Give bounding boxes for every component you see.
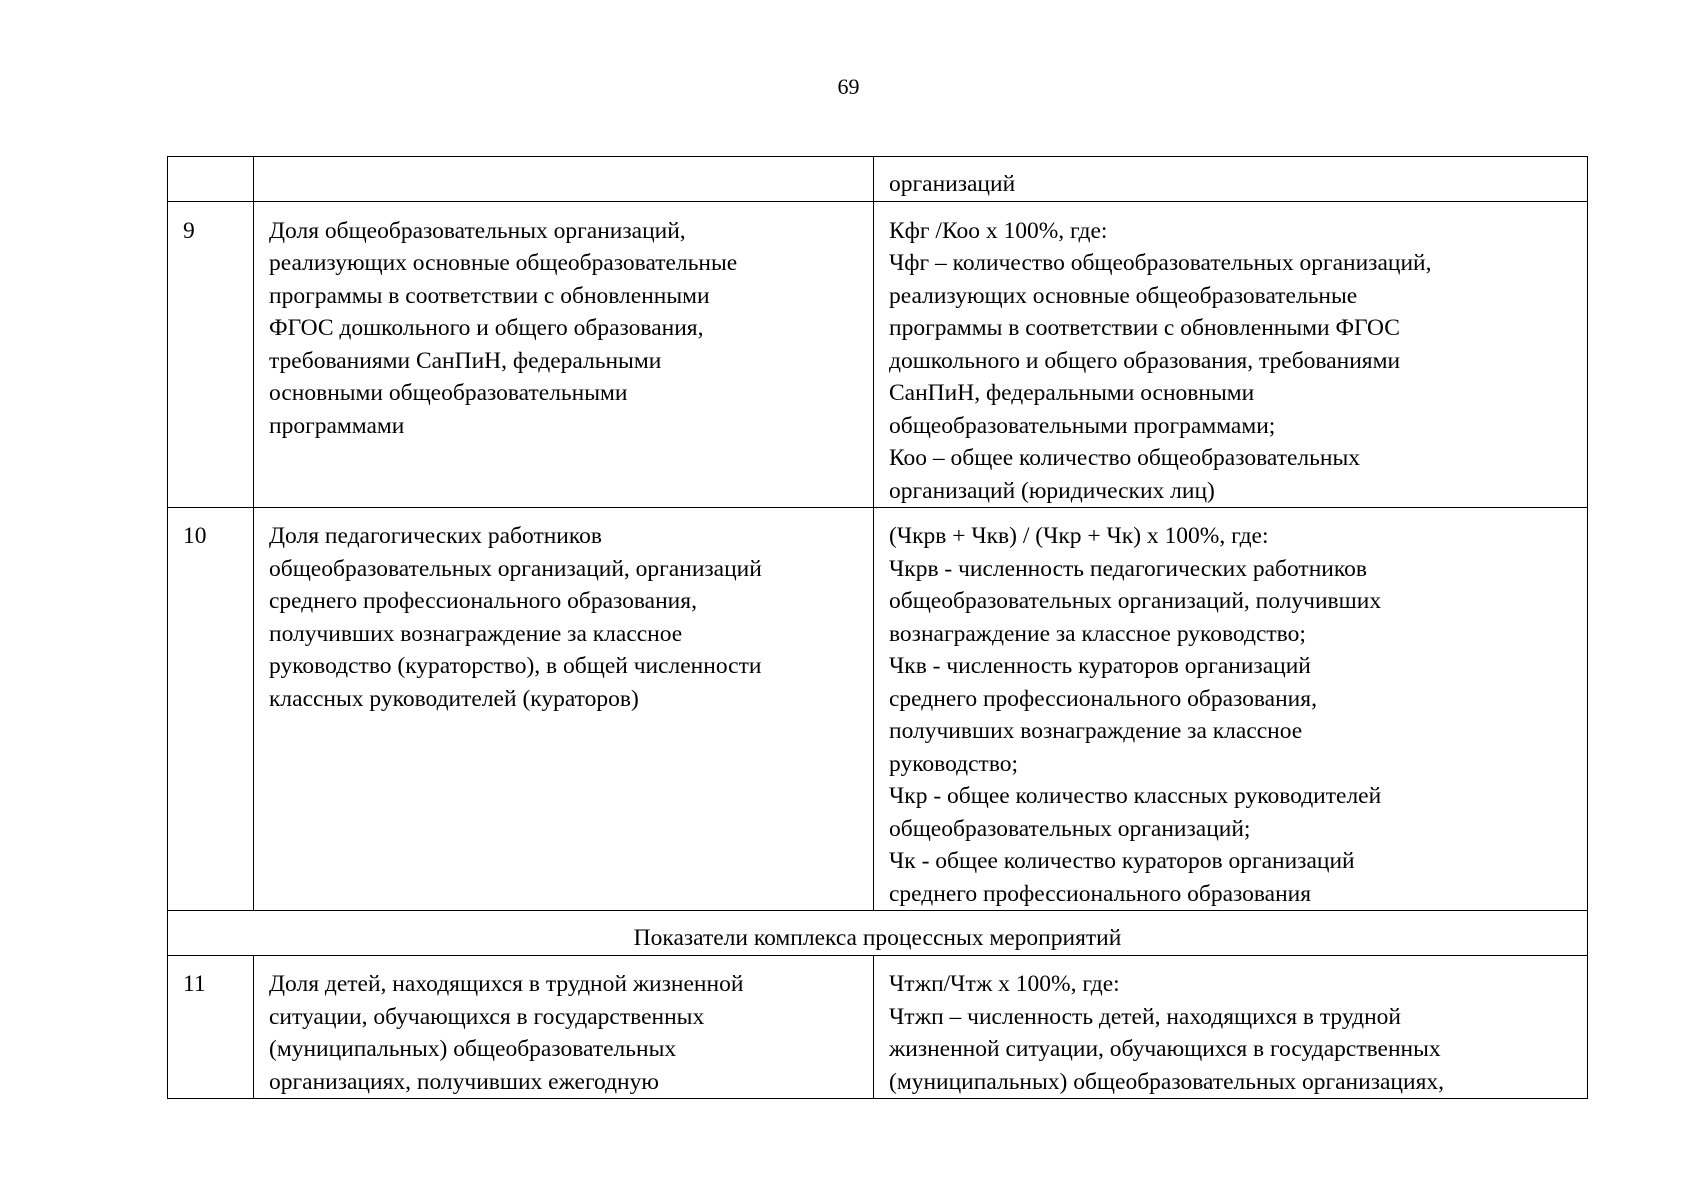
indicator-name-line: программы в соответствии с обновленными (269, 282, 710, 309)
indicator-name-cell (254, 157, 874, 202)
section-header: Показатели комплекса процессных мероприятий (168, 911, 1588, 956)
formula-line: среднего профессионального образования (889, 880, 1312, 907)
table-row-11 (168, 956, 1588, 1099)
formula-line: Чкв - численность кураторов организаций (889, 653, 1311, 679)
indicator-name-line: среднего профессионального образования, (269, 588, 697, 614)
formula-cell (874, 201, 1588, 508)
row-number-cell: 11 (168, 956, 254, 1099)
row-number-cell: 10 (168, 508, 254, 911)
formula-line: среднего профессионального образования, (889, 685, 1317, 712)
indicator-name-line: получивших вознаграждение за классное (269, 620, 683, 647)
formula-line: реализующих основные общеобразовательные (889, 282, 1358, 309)
formula-line: организаций (889, 171, 1016, 197)
table-row-10 (168, 508, 1588, 911)
indicator-name-line: руководство (кураторство), в общей численности (269, 653, 762, 679)
formula-line: руководство; (889, 750, 1019, 777)
formula-line: организаций (юридических лиц) (889, 477, 1215, 504)
formula-line: общеобразовательными программами; (889, 412, 1276, 439)
formula-line: жизненной ситуации, обучающихся в государственных (889, 1036, 1441, 1062)
indicator-name-line: (муниципальных) общеобразовательных (269, 1036, 677, 1062)
indicator-name-line: организациях, получивших ежегодную (269, 1068, 659, 1095)
indicator-name-line: Доля педагогических работников (269, 523, 602, 549)
formula-line: Чфг – количество общеобразовательных организаций, (889, 250, 1432, 276)
row-number-cell (168, 157, 254, 202)
formula-line: Чкрв - численность педагогических работников (889, 555, 1367, 582)
indicator-name-line: программами (269, 412, 405, 439)
indicator-name-line: Доля детей, находящихся в трудной жизненной (269, 971, 744, 997)
row-number-cell: 9 (168, 201, 254, 508)
indicator-name-line: общеобразовательных организаций, организаций (269, 555, 762, 582)
formula-line: (муниципальных) общеобразовательных организациях, (889, 1068, 1445, 1095)
formula-cell (874, 157, 1588, 202)
formula-cell (874, 508, 1588, 911)
indicator-name-cell (254, 201, 874, 508)
formula-line: Чк - общее количество кураторов организаций (889, 848, 1355, 874)
indicator-name-line: требованиями СанПиН, федеральными (269, 347, 662, 374)
page-number: 69 (837, 74, 860, 99)
formula-line: Чтжп/Чтж х 100%, где: (889, 971, 1120, 997)
formula-line: общеобразовательных организаций, получивших (889, 588, 1382, 614)
indicator-name-line: Доля общеобразовательных организаций, (269, 217, 686, 244)
formula-line: общеобразовательных организаций; (889, 815, 1251, 842)
formula-line: СанПиН, федеральными основными (889, 380, 1255, 406)
indicator-name-cell (254, 956, 874, 1099)
indicator-name-line: ФГОС дошкольного и общего образования, (269, 315, 704, 341)
formula-line: Коо – общее количество общеобразовательных (889, 445, 1360, 471)
indicator-name-line: классных руководителей (кураторов) (269, 685, 639, 712)
formula-line: Чтжп – численность детей, находящихся в трудной (889, 1003, 1401, 1030)
formula-line: Чкр - общее количество классных руководителей (889, 783, 1382, 809)
formula-cell (874, 956, 1588, 1099)
indicator-name-line: основными общеобразовательными (269, 380, 628, 406)
table-row-continuation (168, 157, 1588, 202)
indicator-name-line: ситуации, обучающихся в государственных (269, 1003, 705, 1030)
table-row-9 (168, 201, 1588, 508)
formula-line: получивших вознаграждение за классное (889, 718, 1303, 744)
formula-line: (Чкрв + Чкв) / (Чкр + Чк) х 100%, где: (889, 523, 1269, 549)
formula-line: вознаграждение за классное руководство; (889, 620, 1306, 647)
indicator-name-line: реализующих основные общеобразовательные (269, 250, 738, 276)
indicators-table (167, 156, 1588, 1099)
formula-line: дошкольного и общего образования, требованиями (889, 347, 1401, 374)
indicator-name-cell (254, 508, 874, 911)
table-section-header-row (168, 911, 1588, 956)
formula-line: программы в соответствии с обновленными ФГОС (889, 315, 1400, 341)
formula-line: Кфг /Коо х 100%, где: (889, 217, 1108, 244)
